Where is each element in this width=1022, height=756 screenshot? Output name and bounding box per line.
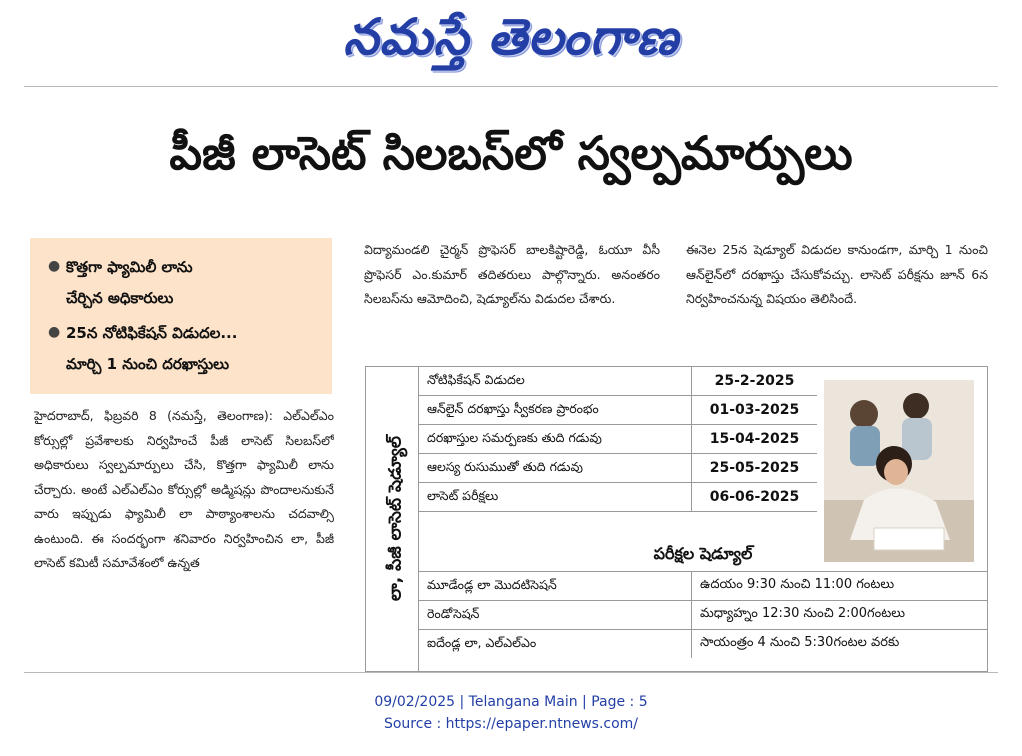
highlight-line: 25న నోటిఫికేషన్‌ విడుదల...: [66, 324, 238, 342]
exam-time: మధ్యాహ్నం 12:30 నుంచి 2:00గంటలు: [692, 601, 988, 630]
body-text-left: హైదరాబాద్‌, ఫిబ్రవరి 8 (నమస్తే, తెలంగాణ): ఎల్‌ఎల్‌ఎం కోర్సుల్లో ప్రవేశాలకు నిర్వహించే పీజీ లాసెట్‌ సిలబస్‌లో అధికారులు స్వల్పమార్పులు చేసి, కొత్తగా ఫ్యామిలీ లాను చేర్చారు. అంటే ఎల్‌ఎల్‌ఎం కోర్సుల్లో అడ్మిషన్లు పొందాలనుకునే వారు ఇప్పుడు ఫ్యామిలీ లా పాఠ్యాంశాలను చదవాల్సి ఉంటుంది. ఈ సందర్భంగా శనివారం నిర్వహించిన లా, పీజీ లాసెట్‌ కమిటీ సమావేశంలో ఉన్నత: [34, 408, 334, 570]
exam-schedule-title: పరీక్షల షెడ్యూల్‌: [419, 536, 987, 572]
highlights-box: [30, 238, 332, 394]
schedule-event: ఆన్‌లైన్‌ దరఖాస్తు స్వీకరణ ప్రారంభం: [419, 396, 692, 425]
schedule-date: 25-2-2025: [692, 367, 818, 396]
schedule-date: 01-03-2025: [692, 396, 818, 425]
footer-source: Source : https://epaper.ntnews.com/: [383, 716, 639, 732]
table-row: [419, 483, 817, 512]
students-exam-photo: [824, 380, 974, 562]
table-row: [419, 454, 817, 483]
highlight-line: చేర్చిన అధికారులు: [66, 289, 174, 307]
table-row: [419, 572, 987, 601]
table-row: [419, 367, 817, 396]
highlight-line: మార్చి 1 నుంచి దరఖాస్తులు: [66, 355, 230, 373]
schedule-event: దరఖాస్తుల సమర్పణకు తుది గడువు: [419, 425, 692, 454]
body-text-middle: విద్యామండలి చైర్మన్‌ ప్రొఫెసర్‌ బాలకిష్టారెడ్డి, ఓయూ వీసీ ప్రొఫెసర్‌ ఎం.కుమార్‌ తదితరులు పాల్గొన్నారు. అనంతరం సిలబస్‌ను ఆమోదించి, షెడ్యూల్‌ను విడుదల చేశారు.: [364, 242, 660, 306]
schedule-event: నోటిఫికేషన్‌ విడుదల: [419, 367, 692, 396]
schedule-table: [419, 367, 817, 512]
exam-session: ఐదేండ్ల లా, ఎల్‌ఎల్‌ఎం: [419, 630, 692, 659]
table-row: [419, 425, 817, 454]
table-row: [419, 396, 817, 425]
body-text-right: ఈనెల 25న షెడ్యూల్‌ విడుదల కానుండగా, మార్చి 1 నుంచి ఆన్‌లైన్‌లో దరఖాస్తు చేసుకోవచ్చు. లాసెట్‌ పరీక్షను జూన్‌ 6న నిర్వహించనున్న విషయం తెలిసిందే.: [686, 242, 988, 306]
exam-time: ఉదయం 9:30 నుంచి 11:00 గంటలు: [692, 572, 988, 601]
headline: పీజీ లాసెట్‌ సిలబస్‌లో స్వల్పమార్పులు: [169, 126, 853, 180]
exam-session: రెండోసెషన్‌: [419, 601, 692, 630]
schedule-date: 25-05-2025: [692, 454, 818, 483]
schedule-title: లా, పీజీ లాసెట్‌ షెడ్యూల్‌: [385, 436, 406, 602]
table-row: [419, 630, 987, 659]
schedule-date: 06-06-2025: [692, 483, 818, 512]
highlight-item: [48, 252, 320, 314]
bullet-icon: ●: [48, 324, 61, 340]
table-row: [419, 601, 987, 630]
masthead-divider: [24, 86, 998, 87]
schedule-date: 15-04-2025: [692, 425, 818, 454]
schedule-event: ఆలస్య రుసుముతో తుది గడువు: [419, 454, 692, 483]
photo-illustration: [824, 380, 974, 562]
highlight-line: కొత్తగా ఫ్యామిలీ లాను: [66, 258, 193, 276]
highlight-item: [48, 318, 320, 380]
footer-divider: [24, 672, 998, 673]
schedule-event: లాసెట్‌ పరీక్షలు: [419, 483, 692, 512]
exam-session: మూడేండ్ల లా మొదటిసెషన్‌: [419, 572, 692, 601]
exam-schedule-table: [419, 572, 987, 658]
masthead-logo: నమస్తే తెలంగాణ: [343, 7, 679, 66]
bullet-icon: ●: [48, 258, 61, 274]
exam-time: సాయంత్రం 4 నుంచి 5:30గంటల వరకు: [700, 635, 900, 650]
footer-edition-info: 09/02/2025 | Telangana Main | Page : 5: [374, 694, 648, 710]
